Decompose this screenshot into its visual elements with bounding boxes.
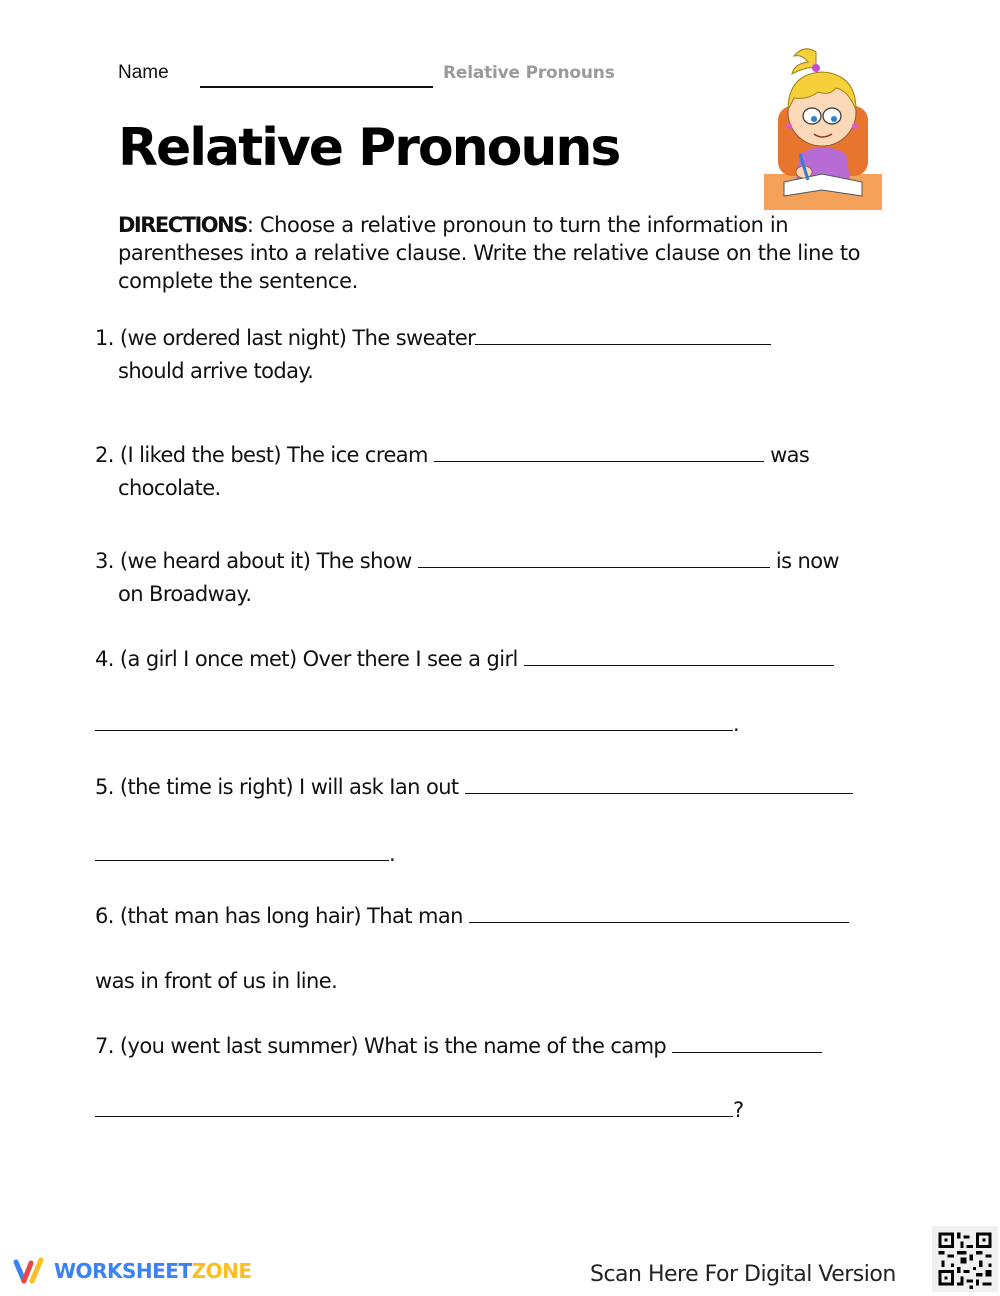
- sentence-end: ?: [733, 1098, 744, 1122]
- question-prompt: (we ordered last night) The sweater: [119, 326, 476, 350]
- question-prompt: (you went last summer) What is the name of the camp: [119, 1034, 667, 1058]
- qr-code-icon[interactable]: [932, 1226, 998, 1292]
- sentence-end: .: [389, 842, 396, 866]
- question-after-text: is now: [775, 549, 840, 573]
- logo-text: [54, 1259, 251, 1283]
- name-label: Name: [118, 62, 169, 83]
- question-number: 5.: [95, 775, 114, 799]
- directions-label: DIRECTIONS: [118, 213, 247, 237]
- question-3: [95, 547, 839, 575]
- answer-blank[interactable]: [418, 547, 770, 568]
- name-input-line[interactable]: [200, 86, 433, 88]
- question-7-line2: [95, 1096, 744, 1124]
- question-prompt: (I liked the best) The ice cream: [119, 443, 428, 467]
- logo-text-zone: ZONE: [191, 1259, 252, 1283]
- question-1-continuation: should arrive today.: [118, 359, 314, 383]
- question-2: [95, 441, 809, 469]
- header-tag: Relative Pronouns: [443, 63, 615, 83]
- scan-instruction: Scan Here For Digital Version: [590, 1262, 896, 1287]
- question-4: [95, 645, 834, 673]
- question-prompt: (that man has long hair) That man: [119, 904, 463, 928]
- sentence-end: .: [733, 712, 740, 736]
- question-6: [95, 902, 849, 930]
- question-number: 2.: [95, 443, 114, 467]
- girl-writing-illustration-icon: [764, 44, 882, 210]
- directions-text: : Choose a relative pronoun to turn the information in parentheses into a relative clause. Write the relative clause on the line to complete the sentence.: [118, 213, 861, 293]
- answer-blank[interactable]: [434, 441, 764, 462]
- question-after-text: was: [770, 443, 810, 467]
- answer-blank[interactable]: [524, 645, 834, 666]
- question-4-line2: [95, 710, 739, 738]
- directions: [118, 211, 878, 295]
- answer-blank-continued[interactable]: [95, 840, 389, 861]
- question-6-continuation: was in front of us in line.: [95, 969, 338, 993]
- answer-blank[interactable]: [465, 773, 853, 794]
- page-title: Relative Pronouns: [118, 118, 620, 178]
- question-5: [95, 773, 853, 801]
- answer-blank-continued[interactable]: [95, 710, 733, 731]
- worksheetzone-logo-icon: [12, 1256, 46, 1286]
- answer-blank[interactable]: [475, 324, 771, 345]
- question-5-line2: [95, 840, 395, 868]
- question-1: [95, 324, 771, 352]
- question-number: 4.: [95, 647, 114, 671]
- question-2-continuation: chocolate.: [118, 476, 221, 500]
- question-3-continuation: on Broadway.: [118, 582, 252, 606]
- question-number: 7.: [95, 1034, 114, 1058]
- question-prompt: (the time is right) I will ask Ian out: [119, 775, 459, 799]
- question-7: [95, 1032, 822, 1060]
- question-number: 6.: [95, 904, 114, 928]
- question-number: 3.: [95, 549, 114, 573]
- worksheetzone-logo[interactable]: [12, 1256, 251, 1286]
- question-prompt: (we heard about it) The show: [119, 549, 412, 573]
- answer-blank[interactable]: [672, 1032, 822, 1053]
- answer-blank-continued[interactable]: [95, 1096, 733, 1117]
- question-number: 1.: [95, 326, 114, 350]
- answer-blank[interactable]: [469, 902, 849, 923]
- question-prompt: (a girl I once met) Over there I see a girl: [119, 647, 518, 671]
- logo-text-worksheet: WORKSHEET: [54, 1259, 192, 1283]
